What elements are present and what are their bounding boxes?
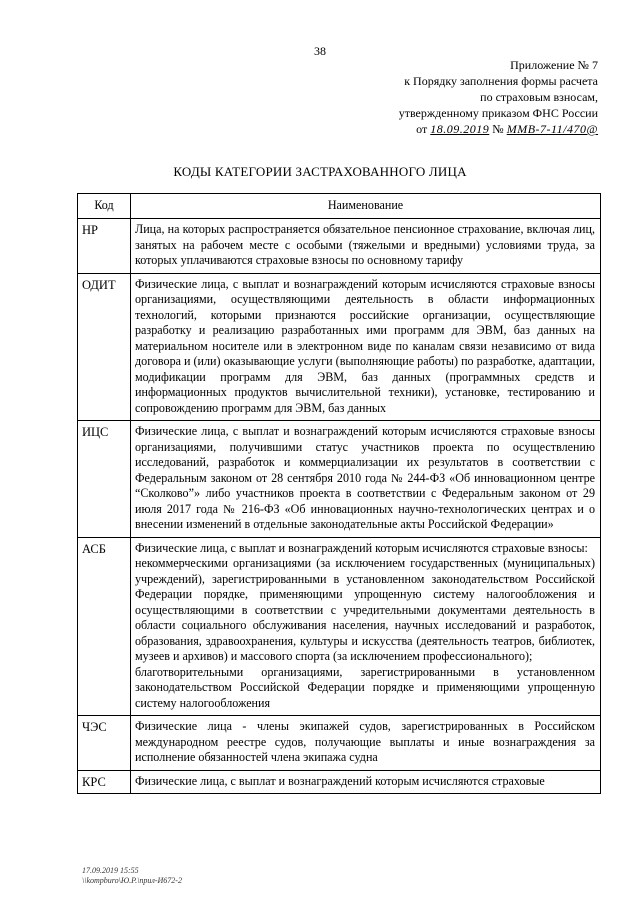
description-paragraph: Физические лица, с выплат и вознаграждений которым исчисляются страховые взносы организациями, получившими статус участников проекта по осуществлению исследований, разработок и коммерциализации их результатов в соответствии с Федеральным законом от 28 сентября 2010 года № 244-ФЗ «Об инновационном центре “Сколково”» либо участников проекта в соответствии с Федеральным законом от 29 июля 2017 года № 216-ФЗ «Об инновационных научно-технологических центрах и о внесении изменений в отдельные законодательные акты Российской Федерации»: [135, 424, 595, 531]
description-paragraph: некоммерческими организациями (за исключением государственных (муниципальных) учреждений), зарегистрированными в установленном законодательством Российской Федерации порядке, применяющими упрощенную систему налогообложения и осуществляющими в соответствии с учредительными документами деятельность в области социального обслуживания населения, научных исследований и разработок, образования, здравоохранения, культуры и искусства (деятельность театров, библиотек, музеев и архивов) и массового спорта (за исключением профессионального);: [135, 556, 595, 663]
footer-stamp: [82, 866, 182, 886]
footer-timestamp: 17.09.2019 15:55: [82, 866, 139, 875]
description-paragraph: Физические лица - члены экипажей судов, зарегистрированных в Российском международном реестре судов, получающие выплаты и иные вознаграждения за исполнение обязанностей члена экипажа судна: [135, 719, 595, 764]
approval-block: [338, 57, 598, 137]
table-row: [78, 716, 601, 771]
category-description: [131, 421, 601, 538]
category-code: АСБ: [78, 537, 131, 716]
date-prefix: от: [416, 122, 428, 136]
category-description: [131, 770, 601, 794]
approval-line-2: к Порядку заполнения формы расчета: [404, 74, 598, 88]
approval-line-4: утвержденному приказом ФНС России: [398, 106, 598, 120]
approval-line-3: по страховым взносам,: [480, 90, 598, 104]
table-row: [78, 273, 601, 421]
category-description: [131, 273, 601, 421]
category-description: [131, 537, 601, 716]
description-paragraph: Физические лица, с выплат и вознаграждений которым исчисляются страховые взносы организациями, осуществляющими деятельность в области информационных технологий, которыми признаются российские организации, осуществляющие разработку и реализацию разработанных ими программ для ЭВМ, баз данных на материальном носителе или в электронном виде по каналам связи независимо от вида договора и (или) оказывающие услуги (выполняющие работы) по разработке, адаптации, модификации программ для ЭВМ, баз данных (программных средств и информационных продуктов вычислительной техники), установке, тестированию и сопровождению программ для ЭВМ, баз данных: [135, 276, 595, 415]
description-paragraph: Физические лица, с выплат и вознаграждений которым исчисляются страховые взносы:: [135, 540, 588, 555]
category-code: ЧЭС: [78, 716, 131, 771]
description-paragraph: благотворительными организациями, зарегистрированными в установленном законодательством Российской Федерации порядке и применяющими упрощенную систему налогообложения: [135, 664, 595, 710]
footer-path: \\kompburo\Ю.Р.\прил-И672-2: [82, 876, 182, 885]
handwritten-number: ММВ-7-11/470@: [506, 122, 598, 136]
document-title: КОДЫ КАТЕГОРИИ ЗАСТРАХОВАННОГО ЛИЦА: [173, 164, 467, 179]
header-name: Наименование: [131, 194, 601, 219]
number-prefix: №: [492, 122, 504, 136]
approval-date-line: [338, 121, 598, 137]
category-description: [131, 219, 601, 274]
table-row: [78, 421, 601, 538]
approval-line-1: Приложение № 7: [510, 58, 598, 72]
page-number: 38: [314, 44, 326, 58]
codes-table: [77, 193, 601, 794]
description-paragraph: Физические лица, с выплат и вознаграждений которым исчисляются страховые: [135, 773, 545, 788]
header-code: Код: [78, 194, 131, 219]
table-row: [78, 770, 601, 794]
table-header-row: [78, 194, 601, 219]
category-code: НР: [78, 219, 131, 274]
handwritten-date: 18.09.2019: [430, 122, 490, 136]
category-code: ОДИТ: [78, 273, 131, 421]
table-row: [78, 219, 601, 274]
category-code: КРС: [78, 770, 131, 794]
table-row: [78, 537, 601, 716]
category-code: ИЦС: [78, 421, 131, 538]
description-paragraph: Лица, на которых распространяется обязательное пенсионное страхование, включая лиц, занятых на рабочем месте с особыми (тяжелыми и вредными) условиями труда, за которых уплачиваются страховые взносы по основному тарифу: [135, 222, 595, 267]
category-description: [131, 716, 601, 771]
